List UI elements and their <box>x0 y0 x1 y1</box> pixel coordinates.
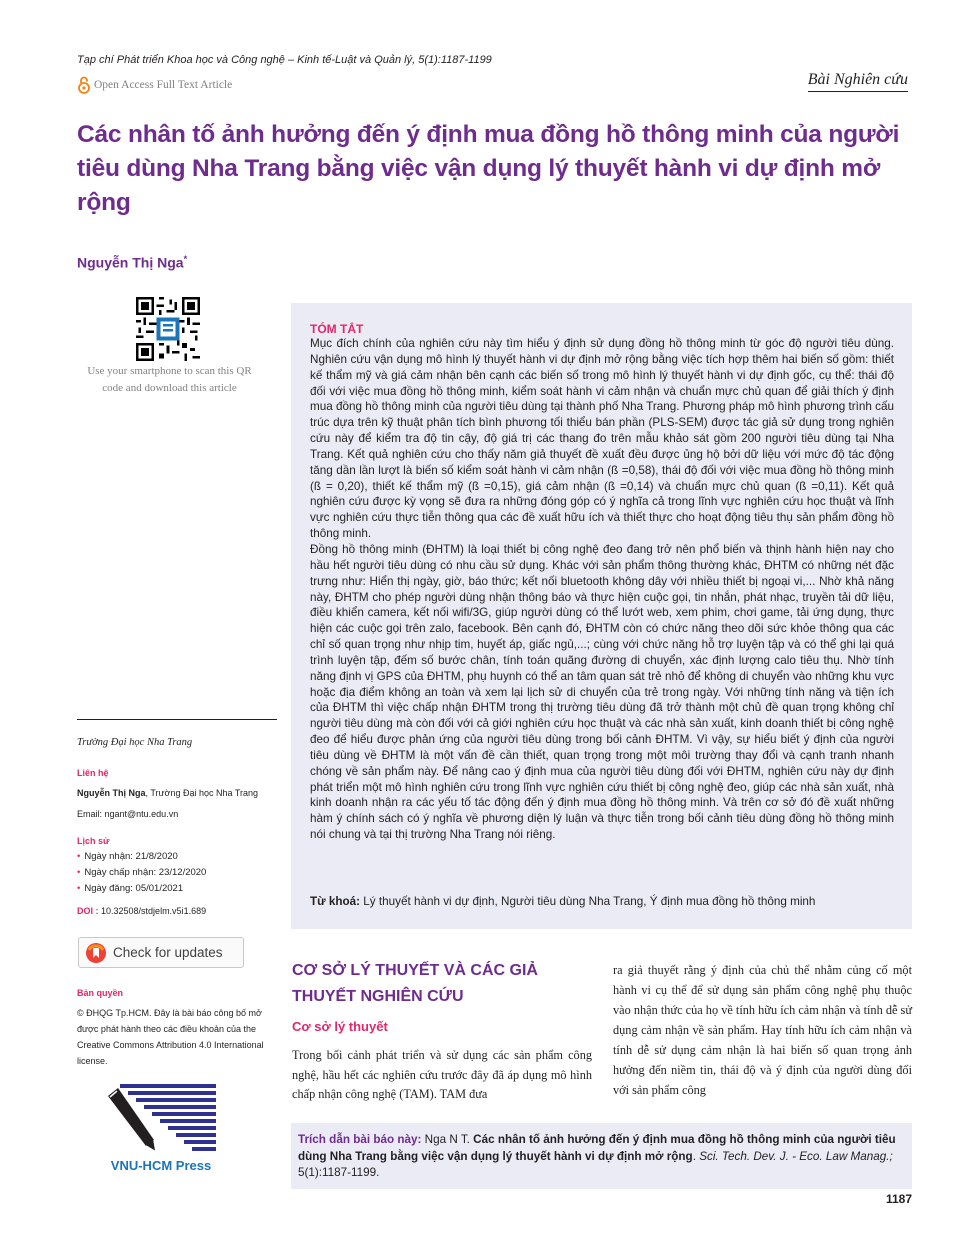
page-number: 1187 <box>885 1192 912 1206</box>
check-updates-label: Check for updates <box>113 945 223 960</box>
article-type-label: Bài Nghiên cứu <box>808 71 908 92</box>
body-column-right: ra giả thuyết rằng ý định của chủ thể nhằm củng cố một hành vi cụ thể để sử dụng sản phẩm công nghệ phụ thuộc vào nhận thức của họ về tính hữu ích cảm nhận và tính dễ sử dụng cảm nhận về sản phẩm. Hay tính hữu ích cảm nhận và tính dễ sử dụng cảm nhận là hai biến số quan trọng ảnh hưởng đến niềm tin, thái độ và ý định của người dùng đối với sản phẩm công <box>613 963 912 1097</box>
history-list <box>77 849 206 897</box>
sidebar-divider <box>77 719 277 720</box>
abstract-heading: TÓM TẮT <box>310 322 364 336</box>
open-access-icon <box>77 76 91 94</box>
contact-affiliation: , Trường Đại học Nha Trang <box>145 788 258 798</box>
qr-caption: Use your smartphone to scan this QR code and download this article <box>87 365 252 394</box>
keywords-text: Lý thuyết hành vi dự định, Người tiêu dùng Nha Trang, Ý định mua đồng hồ thông minh <box>363 895 816 908</box>
author-name: Nguyễn Thị Nga <box>77 254 184 271</box>
author-line <box>77 254 187 271</box>
doi-line <box>77 906 206 916</box>
history-heading: Lịch sử <box>77 836 110 846</box>
abstract-paragraph-1: Mục đích chính của nghiên cứu này tìm hiểu ý định sử dụng đồng hồ thông minh từ góc độ người tiêu dùng. Nghiên cứu vận dụng mô hình lý thuyết hành vi dự định mở rộng bằng việc tích hợp thêm hai biến số gồm: thiết kế thẩm mỹ và giá cảm nhận bên cạnh các biến số trong mô hình lý thuyết hành vi dự định gốc, cụ thể: thái độ đối với việc mua đồng hồ thông minh, kiểm soát hành vi cảm nhận và chuẩn mực chủ quan để giải thích ý định mua đồng hồ thông minh của người tiêu dùng tại thành phố Nha Trang. Phương pháp mô hình phương trình cấu trúc dựa trên kỹ thuật phân tích bình phương tối thiểu bán phần (PLS-SEM) được tác giả sử dụng trong nghiên cứu này để kiểm tra độ tin cậy, độ giá trị các thang đo trên mẫu khảo sát gồm 200 người tiêu dùng tại Nha Trang. Kết quả nghiên cứu cho thấy năm giả thuyết đề xuất đều được ủng hộ bởi dữ liệu với mức độ tác động tăng dần lần lượt là biến số kiểm soát hành vi cảm nhận (ß =0,58), thái độ đối với việc mua đồng hồ thông minh (ß = 0,20), thiết kế thẩm mỹ (ß =0,15), giá cảm nhận (ß =0,14) và chuẩn mực chủ quan (ß =0,11). Kết quả nghiên cứu được kỳ vọng sẽ đưa ra những đóng góp có ý nghĩa cả trong lĩnh vực nghiên cứu học thuật và lĩnh vực nghiên cứu thực tiễn thông qua các đề xuất hữu ích và thiết thực cho hoạt động tiêu thụ sản phẩm đồng hồ thông minh. <box>310 337 894 541</box>
publisher-name: VNU-HCM Press <box>110 1158 212 1173</box>
abstract-paragraph-2: Đồng hồ thông minh (ĐHTM) là loại thiết bị công nghệ đeo đang trở nên phổ biến và thịnh hành hiện nay cho hầu hết người tiêu dùng có nhu cầu sử dụng. Khác với sản phẩm thông thường khác, ĐHTM có những nét đặc trưng như: Hiển thị ngày, giờ, báo thức; kết nối bluetooth không dây với nhiều thiết bị ngoại vi,... Nhờ khả năng này, ĐHTM cho phép người dùng nhận thông báo và thực hiện cuộc gọi, tin nhắn, phát nhạc, truyền tải dữ liệu, điều khiển camera, kết nối wifi/3G, giúp người dùng có thể lướt web, xem phim, chơi game, tải ứng dụng, thực hiện các cuộc gọi trên zalo, facebook. Bên cạnh đó, ĐHTM còn có chức năng theo dõi sức khỏe thông qua các chỉ số quan trọng như nhịp tim, huyết áp, giấc ngủ,...; cùng với chức năng hỗ trợ luyện tập và có thể ghi lại quá trình luyện tập, đếm số bước chân, tính toán quãng đường di chuyển, xác định lượng calo tiêu thụ. Nhờ tính năng định vị GPS của ĐHTM, phụ huynh có thể an tâm quan sát trẻ nhỏ để không di chuyển vào những khu vực hoặc địa điểm không an toàn và xem lại lịch sử di chuyển của trẻ trong ngày. Với những tính năng và tiện ích của ĐHTM thì việc chấp nhận ĐHTM trong thị trường tiêu dùng đã trở thành một chủ đề quan trọng không chỉ người tiêu dùng mà còn đối với cả giới nghiên cứu học thuật và các nhà sản xuất, kinh doanh thiết bị công nghệ đeo để hiểu được phản ứng của người tiêu dùng trong bối cảnh ĐHTM. Vì vậy, sự hiểu biết ý định của người tiêu dùng về ĐHTM là một vấn đề cần thiết, quan trọng trong một môi trường thay đổi và cạnh tranh nhanh chóng về sản phẩm này. Để nâng cao ý định mua của người tiêu dùng đối với ĐHTM, nghiên cứu này dự định phát triển một mô hình nghiên cứu trong lĩnh vực nghiên cứu thiết bị công nghệ đeo, giúp các nhà sản xuất, nhà kinh doanh nhận ra các yếu tố tác động đến ý định mua đồng hồ thông minh. Và trên cơ sở đó đề xuất những hàm ý chính sách có ý nghĩa về phương diện lý luận và thực tiễn trong bối cảnh tiêu dùng đồng hồ thông minh nói chung và tại thị trường Nha Trang nói riêng. <box>310 542 894 842</box>
check-updates-icon <box>85 942 107 964</box>
section-title: CƠ SỞ LÝ THUYẾT VÀ CÁC GIẢ THUYẾT NGHIÊN CỨU <box>292 962 538 1005</box>
body-column-left: Trong bối cảnh phát triển và sử dụng các sản phẩm công nghệ, hầu hết các nghiên cứu trước đây đã áp dụng mô hình chấp nhận công nghệ (TAM). TAM đưa <box>292 1048 592 1102</box>
history-published: • Ngày đăng: 05/01/2021 <box>77 881 206 897</box>
citation-title: Các nhân tố ảnh hưởng đến ý định mua đồng hồ thông minh của người tiêu dùng Nha Trang bằng việc vận dụng lý thuyết hành vi dự định mở rộng <box>298 1133 896 1163</box>
keywords-line <box>310 894 900 910</box>
check-for-updates-button[interactable] <box>78 937 244 968</box>
doi-link[interactable]: 10.32508/stdjelm.v5i1.689 <box>101 906 207 916</box>
abstract-body <box>310 336 894 843</box>
author-mark: * <box>183 254 188 264</box>
contact-name: Nguyễn Thị Nga <box>77 788 146 798</box>
citation-text: Trích dẫn bài báo này: Nga N T. Các nhân tố ảnh hưởng đến ý định mua đồng hồ thông minh của người tiêu dùng Nha Trang bằng việc vận dụng lý thuyết hành vi dự định mở rộng. Sci. Tech. Dev. J. - Eco. Law Manag.; 5(1):1187-1199. <box>298 1133 896 1179</box>
article-title: Các nhân tố ảnh hưởng đến ý định mua đồng hồ thông minh của người tiêu dùng Nha Trang bằng việc vận dụng lý thuyết hành vi dự định mở rộng <box>77 121 900 216</box>
open-access-row <box>77 76 232 94</box>
citation-authors: Nga N T. <box>421 1133 474 1146</box>
contact-email[interactable]: Email: ngant@ntu.edu.vn <box>77 809 179 819</box>
citation-volume: 5(1):1187-1199. <box>298 1166 380 1179</box>
vnu-press-logo-icon <box>102 1082 220 1158</box>
affiliation: Trường Đại học Nha Trang <box>77 737 193 748</box>
history-accepted: • Ngày chấp nhận: 23/12/2020 <box>77 865 206 881</box>
doi-label: DOI : <box>77 906 99 916</box>
copyright-heading: Bản quyền <box>77 988 124 998</box>
keywords-label: Từ khoá: <box>310 895 361 908</box>
contact-heading: Liên hệ <box>77 768 109 778</box>
subsection-title: Cơ sở lý thuyết <box>292 1019 388 1034</box>
citation-label: Trích dẫn bài báo này: <box>298 1133 422 1146</box>
qr-code[interactable] <box>136 297 200 361</box>
copyright-text: © ĐHQG Tp.HCM. Đây là bài báo công bố mở được phát hành theo các điều khoản của the Creative Commons Attribution 4.0 International license. <box>77 1008 264 1066</box>
journal-citation-line: Tạp chí Phát triển Khoa học và Công nghệ – Kinh tế-Luật và Quản lý, 5(1):1187-1199 <box>77 54 492 66</box>
contact-name-line <box>77 788 258 798</box>
citation-journal: Sci. Tech. Dev. J. - Eco. Law Manag.; <box>699 1149 893 1163</box>
history-received: • Ngày nhận: 21/8/2020 <box>77 849 206 865</box>
open-access-label: Open Access Full Text Article <box>94 79 233 91</box>
